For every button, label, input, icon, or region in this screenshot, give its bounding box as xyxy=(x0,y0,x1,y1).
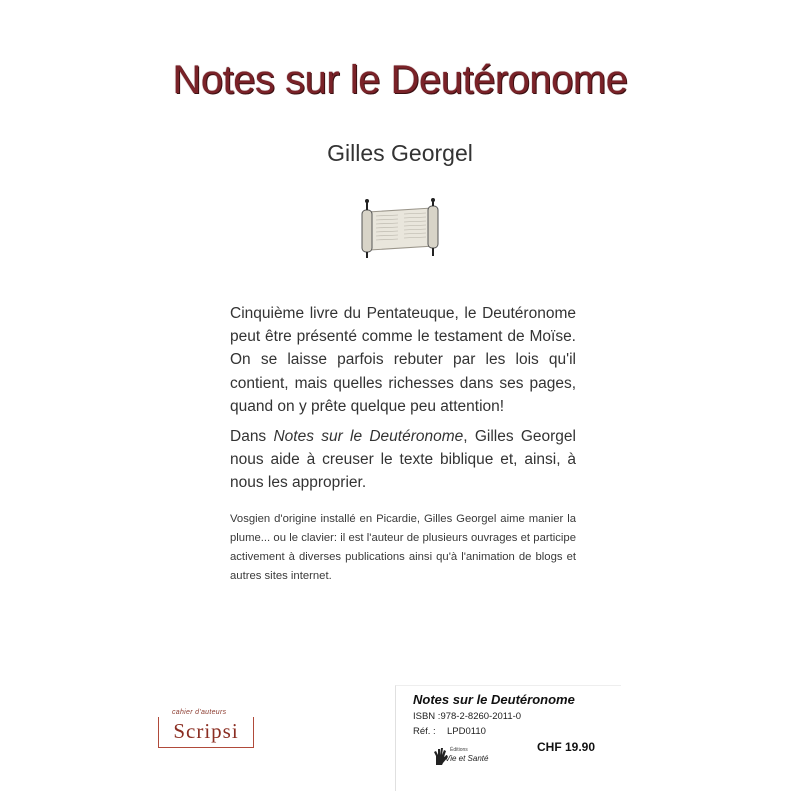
publisher-name: Vie et Santé xyxy=(445,754,489,763)
info-title: Notes sur le Deutéronome xyxy=(413,692,575,707)
publisher-prefix: Éditions xyxy=(450,747,468,753)
torah-scroll-icon xyxy=(354,198,446,260)
ref-value: LPD0110 xyxy=(447,726,486,737)
imprint-tagline: cahier d'auteurs xyxy=(172,709,227,716)
blurb-paragraph-2: Dans Notes sur le Deutéronome, Gilles Georgel nous aide à creuser le texte biblique et, ainsi, à nous les approprier. xyxy=(230,428,576,492)
publisher-logo xyxy=(432,743,492,769)
blurb-paragraph-1: Cinquième livre du Pentateuque, le Deutéronome peut être présenté comme le testament de Moïse. On se laisse parfois rebuter par les lois qu'il contient, mais quelles richesses dans ses pages, quand on y prête quelque peu attention! xyxy=(230,305,576,415)
blurb-book-title: Notes sur le Deutéronome xyxy=(273,428,464,446)
ref-label: Réf. : xyxy=(413,726,436,737)
author-bio: Vosgien d'origine installé en Picardie, Gilles Georgel aime manier la plume... ou le clavier: il est l'auteur de plusieurs ouvrages et participe activement à diverses publications ainsi qu'à l'animation de blogs et autres sites internet. xyxy=(230,513,576,582)
price: CHF 19.90 xyxy=(537,740,596,754)
book-blurb xyxy=(230,302,576,502)
reference xyxy=(413,726,486,737)
book-title: Notes sur le Deutéronome xyxy=(172,58,628,102)
imprint-name: Scripsi xyxy=(173,719,239,743)
author-name: Gilles Georgel xyxy=(327,140,473,166)
isbn: ISBN :978-2-8260-2011-0 xyxy=(413,711,522,722)
scripsi-logo xyxy=(158,705,254,749)
